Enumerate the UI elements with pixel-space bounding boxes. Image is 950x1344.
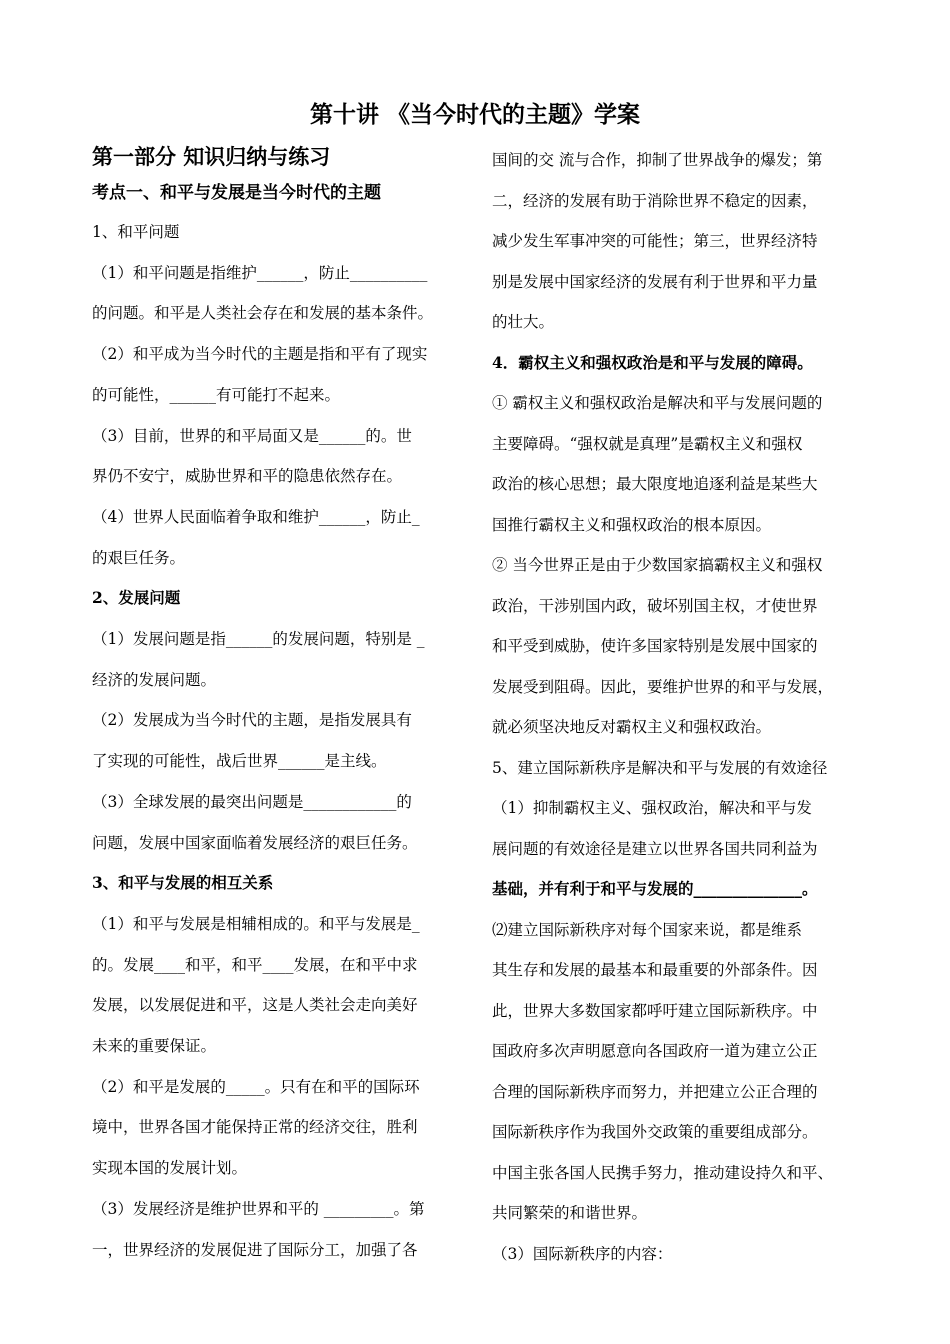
left-line: 一，世界经济的发展促进了国际分工，加强了各 [92,1240,418,1259]
left-line: 发展，以发展促进和平，这是人类社会走向美好 [92,996,418,1015]
right-line: 中国主张各国人民携手努力，推动建设持久和平、 [492,1163,834,1182]
left-line: （4）世界人民面临着争取和维护______，防止_ [92,507,420,526]
right-line: ① 霸权主义和强权政治是解决和平与发展问题的 [492,394,823,412]
right-line: 合理的国际新秩序而努力，并把建立公正合理的 [492,1082,818,1101]
right-line: 主要障碍。“强权就是真理”是霸权主义和强权 [492,434,803,453]
right-line: 政治，干涉别国内政，破坏别国主权，才使世界 [492,596,818,615]
left-line: （2）和平是发展的_____。只有在和平的国际环 [92,1077,420,1096]
page-title: 第十讲 《当今时代的主题》学案 [309,102,640,128]
right-line: 其生存和发展的最基本和最重要的外部条件。因 [492,961,818,979]
right-line: 4．霸权主义和强权政治是和平与发展的障碍。 [492,352,813,372]
right-line: 的壮大。 [492,313,555,331]
right-line: 国推行霸权主义和强权政治的根本原因。 [492,515,772,534]
right-line: 展问题的有效途径是建立以世界各国共同利益为 [492,839,818,858]
left-text-block [92,212,460,1270]
left-line: （1）和平与发展是相辅相成的。和平与发展是_ [92,914,420,933]
right-line: 共同繁荣的和谐世界。 [492,1204,648,1222]
left-line: 的艰巨任务。 [92,548,186,567]
left-line: （3）目前，世界的和平局面又是______的。世 [92,426,412,445]
left-line: 境中，世界各国才能保持正常的经济交往，胜利 [92,1118,418,1137]
left-line: 经济的发展问题。 [92,670,217,689]
left-line: 1、和平问题 [92,223,180,241]
right-line: 二，经济的发展有助于消除世界不稳定的因素， [492,191,818,210]
right-line: ⑵建立国际新秩序对每个国家来说，都是维系 [492,920,803,939]
right-line: 此，世界大多数国家都呼吁建立国际新秩序。中 [492,1001,818,1020]
kaodian-heading: 考点一、和平与发展是当今时代的主题 [92,183,381,203]
left-line: （3）发展经济是维护世界和平的 _________。第 [92,1199,425,1218]
left-line: 实现本国的发展计划。 [92,1159,248,1178]
left-line: 的。发展____和平，和平____发展，在和平中求 [92,955,418,974]
right-line: 发展受到阻碍。因此，要维护世界的和平与发展， [492,677,834,696]
right-line: 5、建立国际新秩序是解决和平与发展的有效途径 [492,758,828,777]
right-line: 就必须坚决地反对霸权主义和强权政治。 [492,718,772,736]
left-line: （2）和平成为当今时代的主题是指和平有了现实 [92,345,428,364]
right-text-block [492,140,856,1274]
right-line: 别是发展中国家经济的发展有利于世界和平力量 [492,272,818,291]
right-line: 国际新秩序作为我国外交政策的重要组成部分。 [492,1123,818,1141]
left-line: 的可能性，______有可能打不起来。 [92,385,341,404]
right-line: 政治的核心思想；最大限度地追逐利益是某些大 [492,475,818,493]
left-line: 的问题。和平是人类社会存在和发展的基本条件。 [92,304,434,323]
left-line: 未来的重要保证。 [92,1037,217,1056]
right-line: 和平受到威胁，使许多国家特别是发展中国家的 [492,637,818,655]
right-column [492,140,856,1274]
right-line: 国政府多次声明愿意向各国政府一道为建立公正 [492,1042,818,1060]
left-line: （2）发展成为当今时代的主题，是指发展具有 [92,711,412,730]
right-line: 基础，并有利于和平与发展的______________。 [492,879,818,898]
right-line: （1）抑制霸权主义、强权政治，解决和平与发 [492,799,812,817]
left-line: 2、发展问题 [92,588,181,608]
left-column [92,140,460,1270]
right-line: ② 当今世界正是由于少数国家搞霸权主义和强权 [492,556,823,574]
left-line: （3）全球发展的最突出问题是____________的 [92,792,412,811]
left-line: 问题，发展中国家面临着发展经济的艰巨任务。 [92,833,418,852]
left-line: 3、和平与发展的相互关系 [92,873,274,893]
right-line: 减少发生军事冲突的可能性；第三，世界经济特 [492,232,818,250]
left-line: 了实现的可能性，战后世界______是主线。 [92,752,387,771]
left-line: 界仍不安宁，威胁世界和平的隐患依然存在。 [92,467,403,486]
right-line: （3）国际新秩序的内容： [492,1244,673,1263]
right-line: 国间的交 流与合作，抑制了世界战争的爆发；第 [492,151,823,169]
left-line: （1）和平问题是指维护______，防止__________ [92,263,428,282]
part-heading: 第一部分 知识归纳与练习 [92,145,331,169]
left-line: （1）发展问题是指______的发展问题，特别是 _ [92,630,425,649]
